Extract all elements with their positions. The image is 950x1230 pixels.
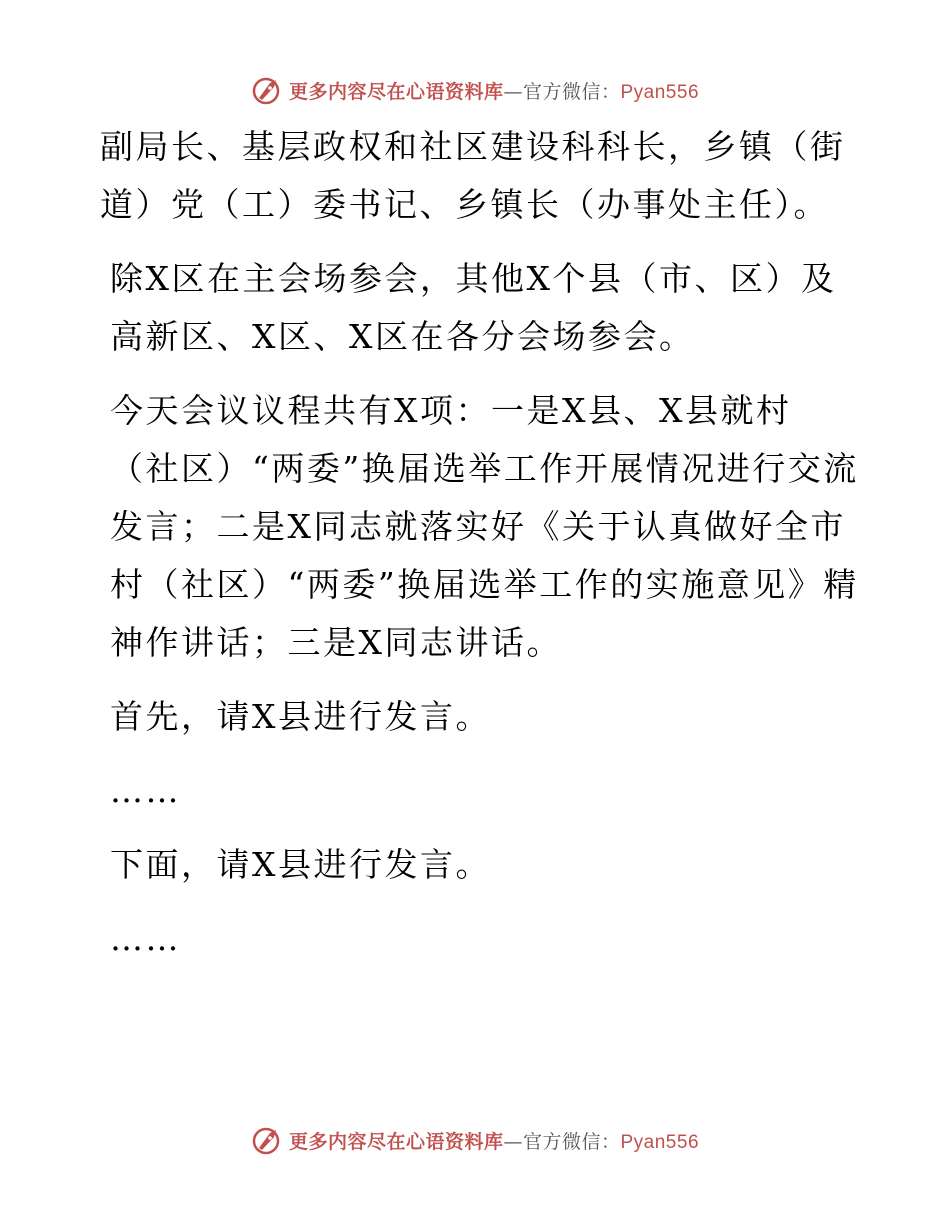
paragraph: 今天会议议程共有X项：一是X县、X县就村（社区）“两委”换届选举工作开展情况进行交流发言；二是X同志就落实好《关于认真做好全市村（社区）“两委”换届选举工作的实施意见》精神作讲话；三是X同志讲话。 [110, 391, 859, 662]
paragraph: 下面，请X县进行发言。 [110, 845, 491, 884]
pen-nib-logo-icon [251, 74, 283, 106]
header-watermark [0, 70, 950, 110]
watermark-text: 更多内容尽在心语资料库—官方微信：Pyan556 [288, 1130, 700, 1153]
paragraph: 除X区在主会场参会，其他X个县（市、区）及高新区、X区、X区在各分会场参会。 [110, 259, 837, 356]
ellipsis-paragraph: …… [110, 771, 181, 810]
document-body [100, 118, 860, 984]
footer-watermark [0, 1120, 950, 1160]
ellipsis-paragraph: …… [110, 919, 181, 958]
paragraph: 副局长、基层政权和社区建设科科长，乡镇（街道）党（工）委书记、乡镇长（办事处主任）。 [100, 127, 846, 224]
paragraph: 首先，请X县进行发言。 [110, 697, 491, 736]
watermark-text: 更多内容尽在心语资料库—官方微信：Pyan556 [288, 80, 700, 103]
pen-nib-logo-icon [251, 1124, 283, 1156]
